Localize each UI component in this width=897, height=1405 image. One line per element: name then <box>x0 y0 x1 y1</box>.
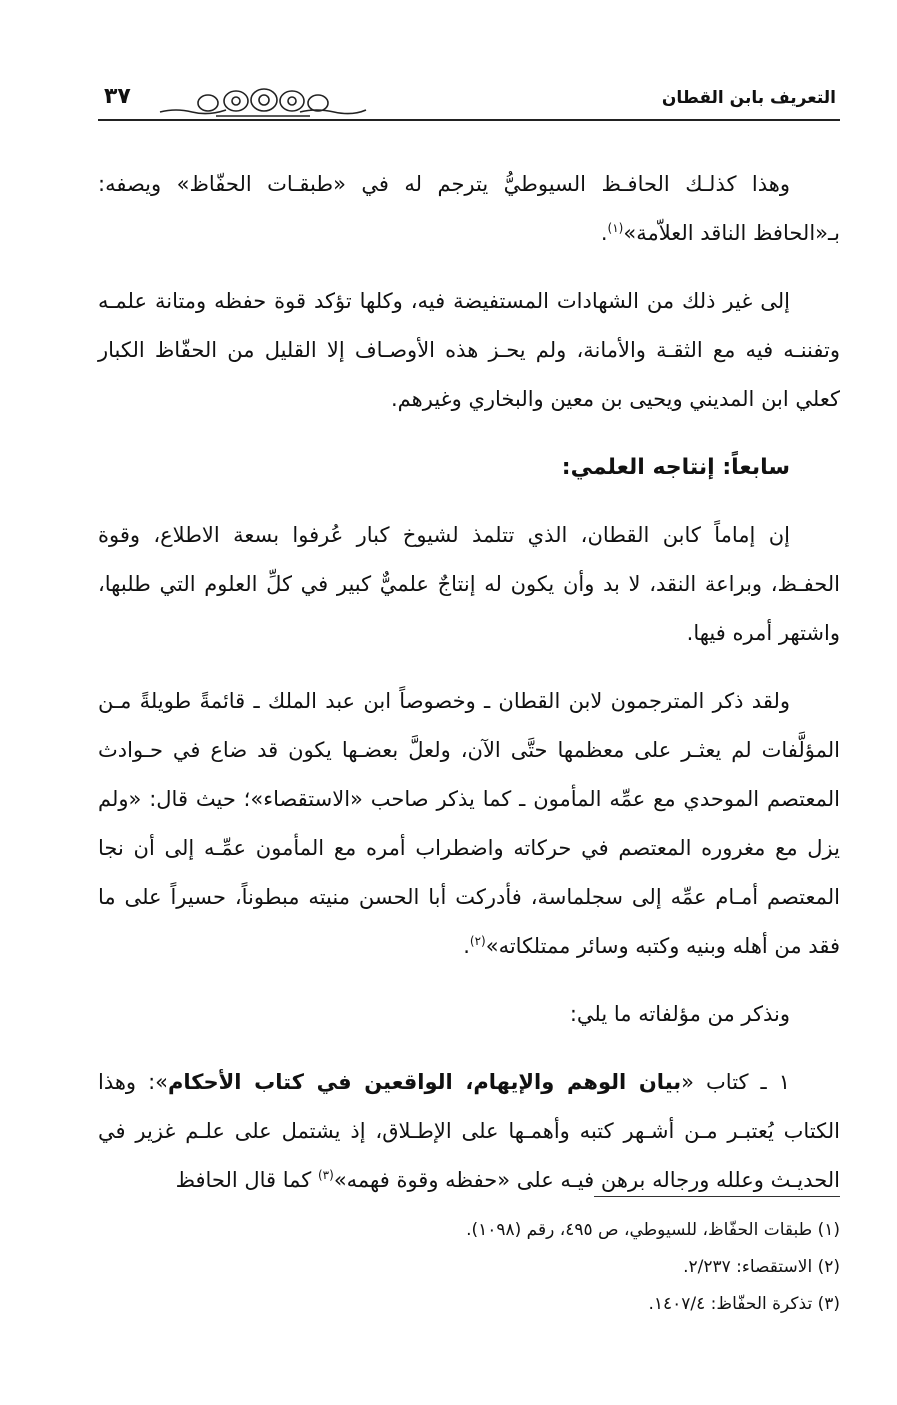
footnotes <box>98 1212 840 1323</box>
paragraph-1-text: وهذا كذلـك الحافـظ السيوطيُّ يترجم له في «طبقـات الحفّاظ» ويصفه: بـ«الحافظ الناقد العلاّمة» <box>98 172 840 245</box>
running-header <box>98 82 840 122</box>
paragraph-4 <box>98 677 840 971</box>
footnote-rule <box>594 1196 840 1197</box>
paragraph-5: ونذكر من مؤلفاته ما يلي: <box>569 1002 790 1026</box>
item-number: ١ ـ كتاب « <box>681 1070 791 1094</box>
footnote-2: (٢) الاستقصاء: ٢/٢٣٧. <box>683 1257 840 1277</box>
section-heading: سابعاً: إنتاجه العلمي: <box>561 455 790 480</box>
paragraph-2: إلى غير ذلك من الشهادات المستفيضة فيه، وكلها تؤكد قوة حفظه ومتانة علمـه وتفننـه فيه مع الثقـة والأمانة، ولم يحـز هذه الأوصـاف إلا القليل من الحفّاظ الكبار كعلي ابن المديني ويحيى بن معين والبخاري وغيرهم. <box>98 289 840 411</box>
paragraph-6-tail: كما قال الحافظ <box>175 1168 318 1192</box>
main-text <box>98 160 840 1224</box>
paragraph-3: إن إماماً كابن القطان، الذي تتلمذ لشيوخ كبار عُرفوا بسعة الاطلاع، وقوة الحفـظ، وبراعة النقد، لا بد وأن يكون له إنتاجٌ علميٌّ كبير في كلِّ العلوم التي طلبها، واشتهر أمره فيها. <box>98 523 840 645</box>
footnote-ref-1: (١) <box>607 221 624 235</box>
footnote-1: (١) طبقات الحفّاظ، للسيوطي، ص ٤٩٥، رقم (١٠٩٨). <box>466 1220 840 1240</box>
footnote-ref-2: (٢) <box>469 934 486 948</box>
book-title: بيان الوهم والإيهام، الواقعين في كتاب الأحكام <box>168 1070 682 1094</box>
paragraph-1-end: . <box>600 221 608 245</box>
footnote-3: (٣) تذكرة الحفّاظ: ١٤٠٧/٤. <box>648 1294 840 1314</box>
footnote-ref-3: (٣) <box>317 1168 334 1182</box>
running-title: التعريف بابن القطان <box>661 88 836 108</box>
paragraph-1 <box>98 160 840 258</box>
header-rule <box>98 119 840 121</box>
decorative-ornament-icon <box>156 86 370 118</box>
paragraph-4-end: . <box>463 934 470 958</box>
paragraph-6 <box>98 1058 840 1205</box>
paragraph-4-text: ولقد ذكر المترجمون لابن القطان ـ وخصوصاً ابن عبد الملك ـ قائمةً طويلةً مـن المؤلَّفات لم يعثـر على معظمها حتَّى الآن، ولعلَّ بعضـها يكون قد ضاع في حـوادث المعتصم الموحدي مع عمِّه المأمون ـ كما يذكر صاحب «الاستقصاء»؛ حيث قال: «ولم يزل مع مغروره المعتصم في حركاته واضطراب أمره مع المأمون عمِّـه إلى أن نجا المعتصم أمـام عمِّه إلى سجلماسة، فأدركت أبا الحسن منيته مبطوناً، حسيراً على ما فقد من أهله وبنيه وكتبه وسائر ممتلكاته» <box>98 689 840 958</box>
paragraph-6-text: »: وهذا الكتاب يُعتبـر مـن أشـهر كتبه وأهمـها على الإطـلاق، إذ يشتمل على علـم غزير في الحديـث وعلله ورجاله برهن فيـه على «حفظه وقوة فهمه» <box>98 1070 840 1192</box>
page-number: ٣٧ <box>104 84 131 109</box>
